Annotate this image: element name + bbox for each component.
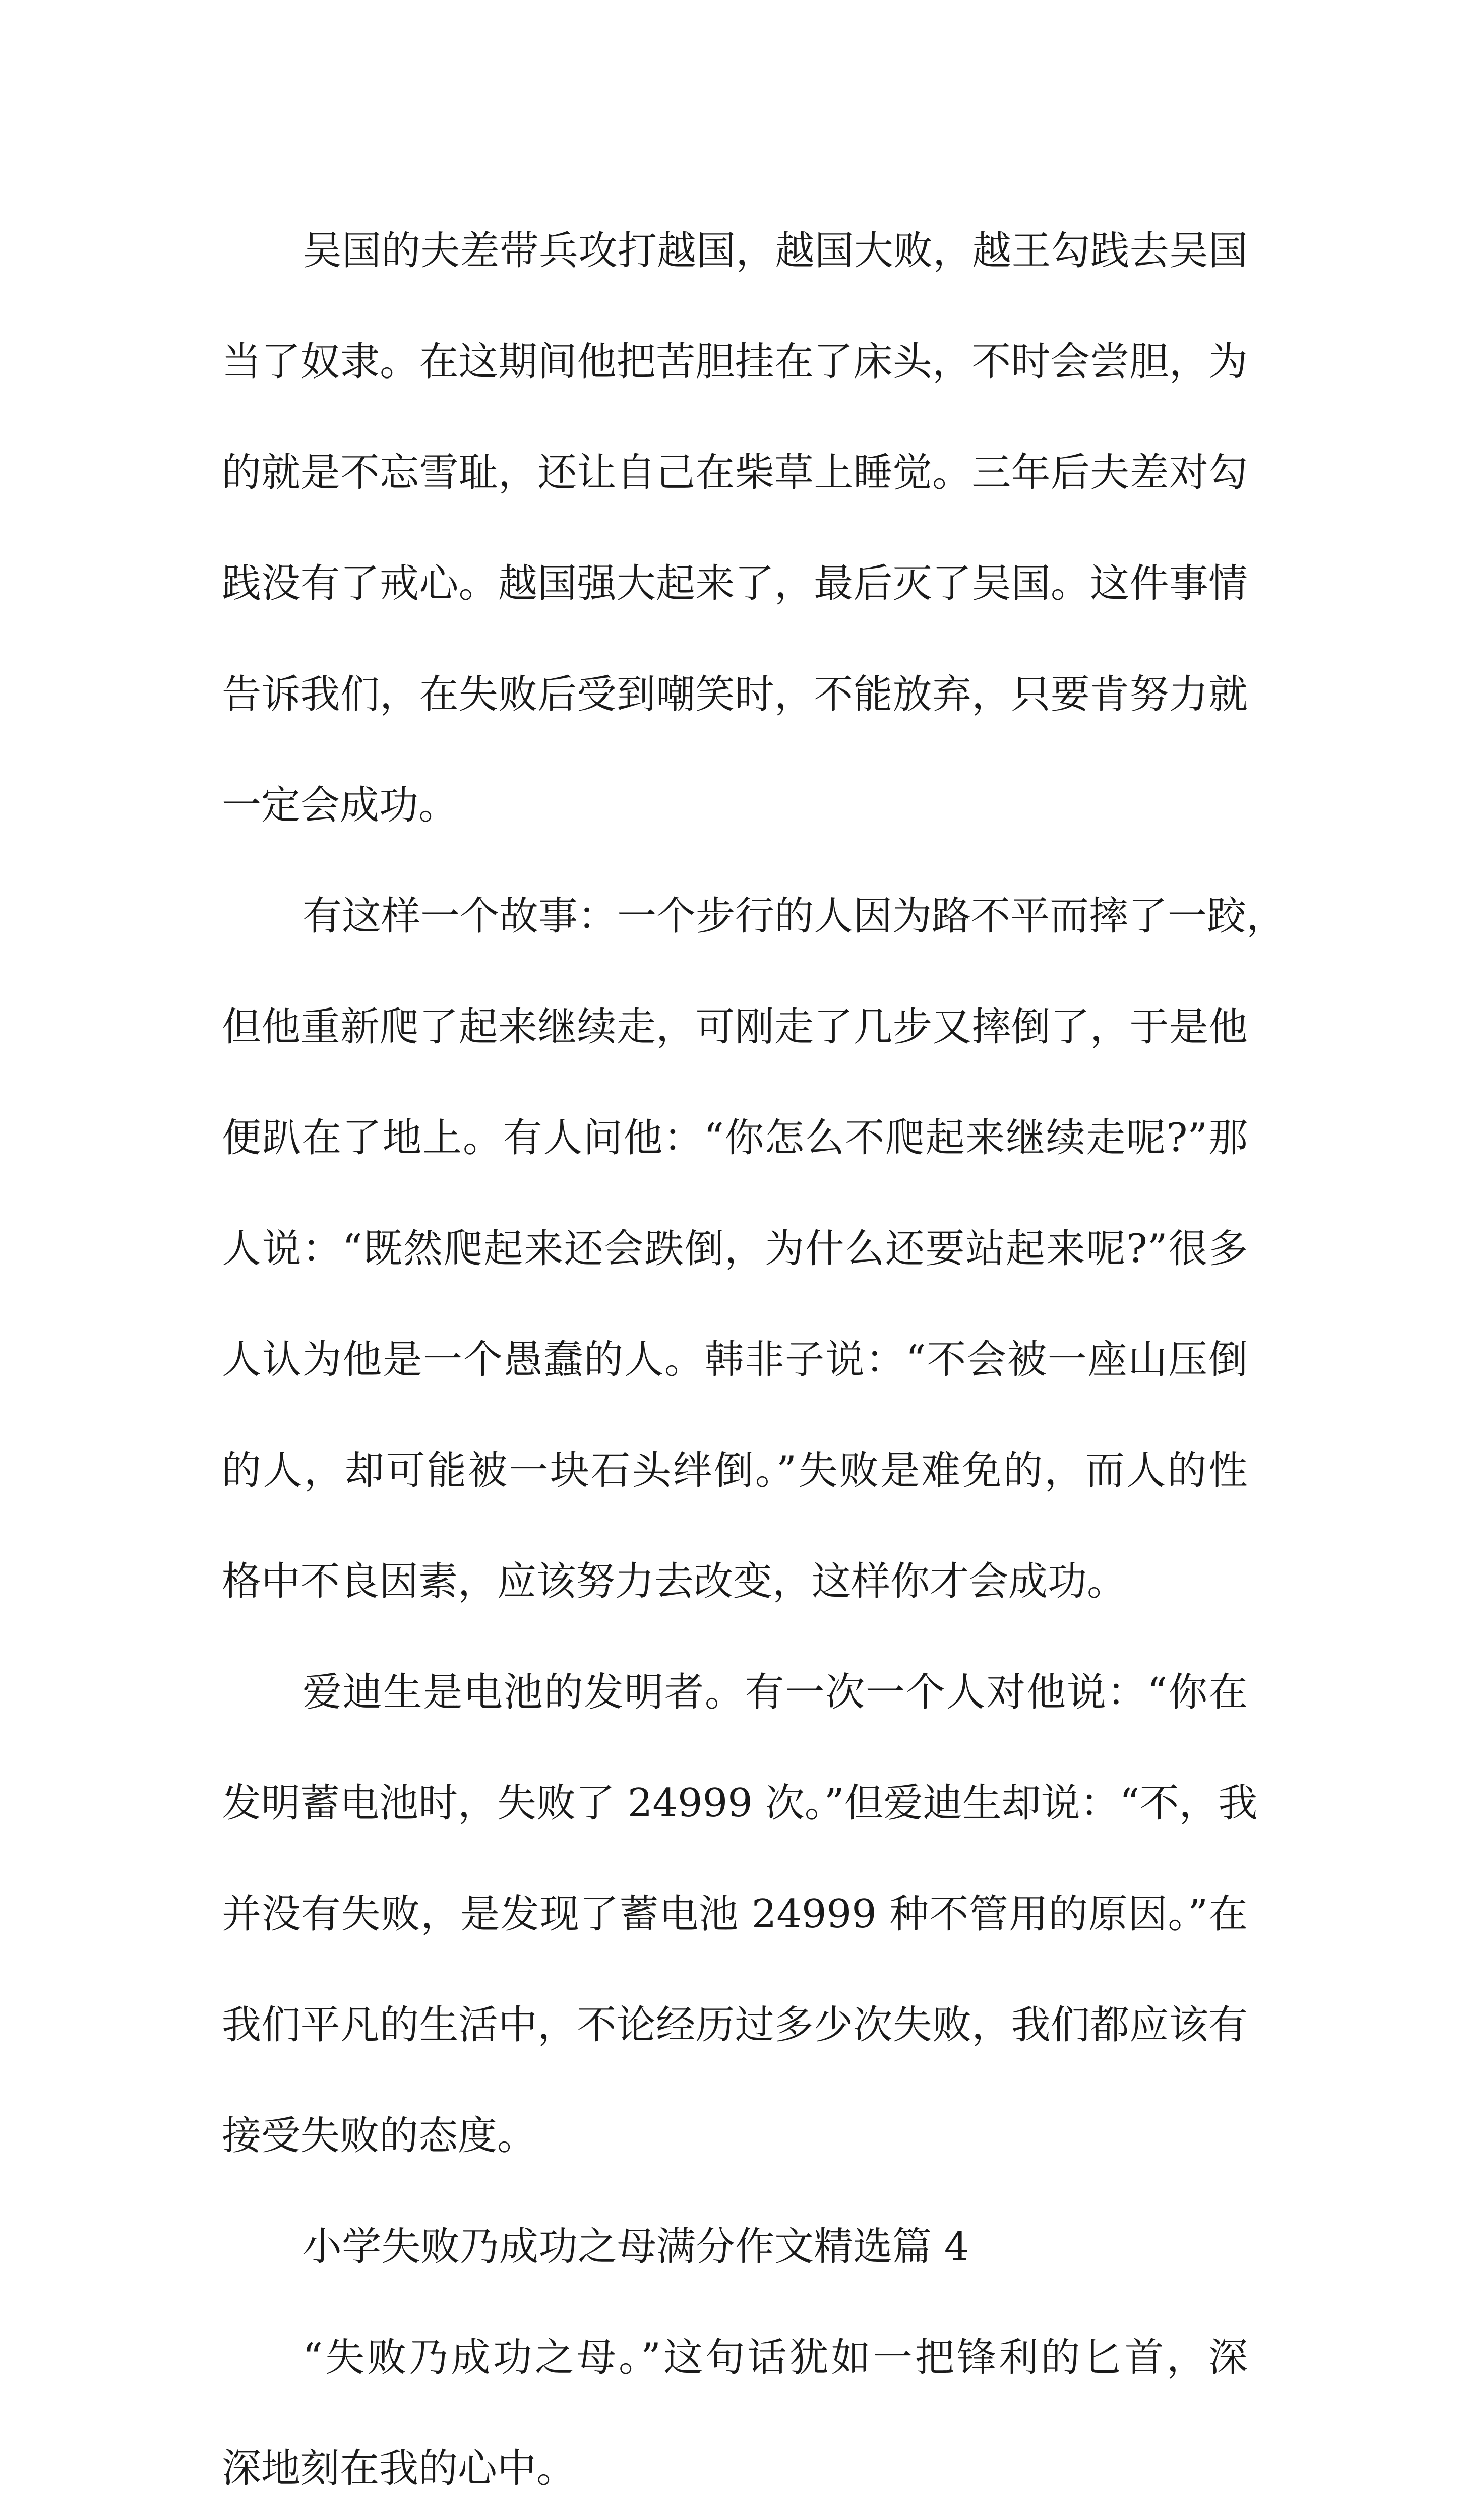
document-body bbox=[222, 196, 1286, 2520]
text-line: 吴国的夫差带兵攻打越国，越国大败，越王勾践去吴国 bbox=[302, 228, 1248, 274]
paragraph bbox=[222, 1637, 1258, 2191]
text-line: “失败乃成功之母。”这句话犹如一把锋利的匕首，深 bbox=[302, 2335, 1248, 2380]
paragraph bbox=[222, 196, 1248, 861]
text-line: 格中不良因素，应该努力去改变，这样你才会成功。 bbox=[222, 1559, 1127, 1604]
text-line: 人说：“既然爬起来还会跌倒，为什么还要站起来呢?”很多 bbox=[222, 1226, 1248, 1272]
text-line: 爱迪生是电池的发明者。有一次一个人对他说：“你在 bbox=[302, 1670, 1248, 1715]
text-line: 一定会成功。 bbox=[222, 783, 458, 828]
paragraph bbox=[222, 861, 1286, 1637]
text-line: 当了奴隶。在这期间他把苦胆挂在了床头，不时会尝胆，为 bbox=[222, 339, 1248, 385]
paragraph bbox=[222, 2191, 1248, 2302]
text-line: 我们平凡的生活中，不论经历过多少次失败，我们都应该有 bbox=[222, 2002, 1248, 2048]
text-line: 的人，却可能被一块石头绊倒。”失败是难免的，而人的性 bbox=[222, 1448, 1248, 1493]
paragraph bbox=[222, 2302, 1248, 2520]
text-line: 的就是不忘雪耻，还让自己在柴草上睡觉。三年后夫差对勾 bbox=[222, 450, 1248, 495]
text-line: 接受失败的态度。 bbox=[222, 2113, 537, 2159]
text-line: 深地刻在我的心中。 bbox=[222, 2446, 576, 2491]
text-line: 发明蓄电池时，失败了 24999 次。”但爱迪生却说：“不，我 bbox=[222, 1781, 1258, 1826]
text-line: 人认为他是一个愚蠢的人。韩非子说：“不会被一座山压倒 bbox=[222, 1337, 1248, 1382]
text-line: 便趴在了地上。有人问他：“你怎么不爬起来继续走呢?”那 bbox=[222, 1115, 1248, 1161]
text-line: 并没有失败，是发现了蓄电池 24999 种不管用的原因。”在 bbox=[222, 1892, 1248, 1937]
text-line: 告诉我们，在失败后受到嘲笑时，不能放弃，只要肯努力就 bbox=[222, 672, 1248, 717]
text-line: 有这样一个故事：一个步行的人因为路不平而摔了一跤， bbox=[302, 894, 1286, 939]
text-line: 但他重新爬了起来继续走，可刚走了几步又摔倒了，于是他 bbox=[222, 1004, 1248, 1050]
text-line: 践没有了戒心。越国强大起来了，最后灭了吴国。这件事情 bbox=[222, 561, 1248, 606]
text-line: 小学失败乃成功之母满分作文精选篇 4 bbox=[302, 2224, 969, 2270]
